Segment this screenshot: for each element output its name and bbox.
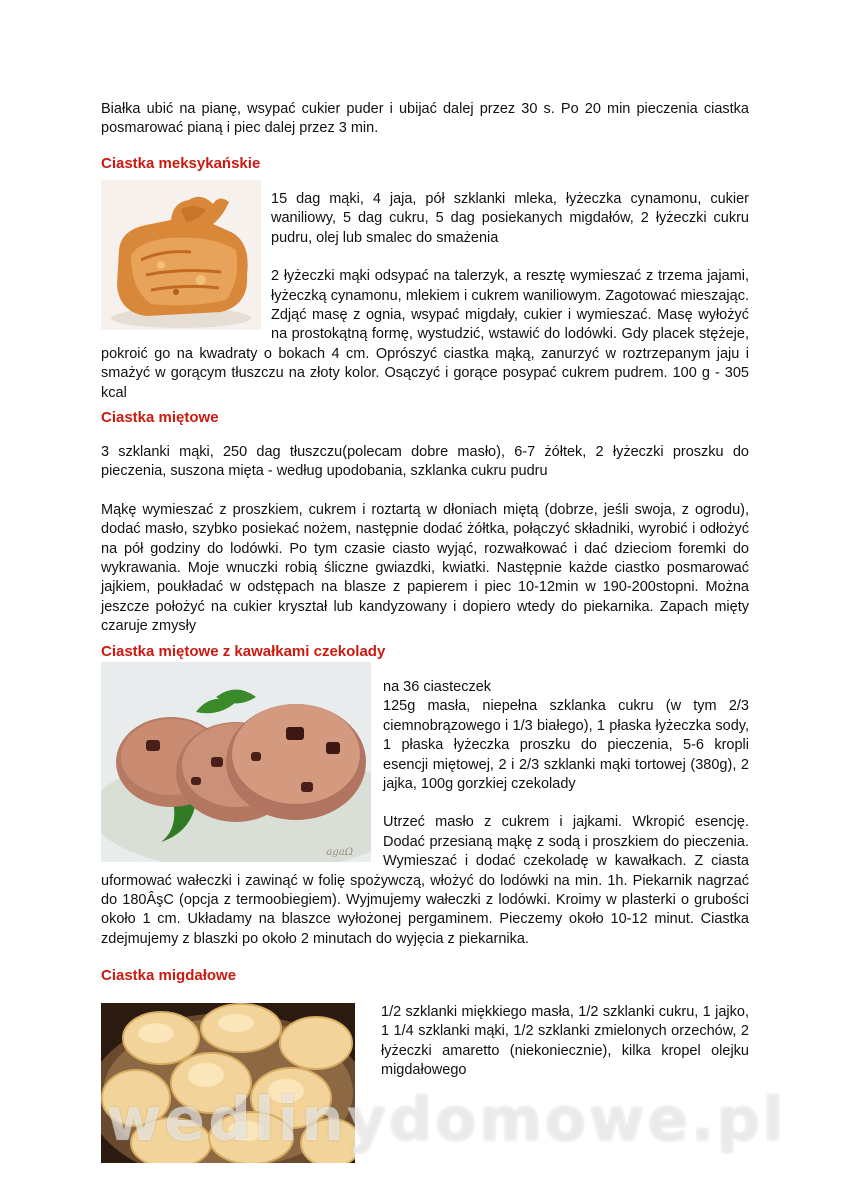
- recipe-title: Ciastka migdałowe: [101, 967, 237, 984]
- chocolate-chip-cookies-photo: [101, 662, 371, 862]
- recipe-ingredients: 125g masła, niepełna szklanka cukru (w tym 2/3 ciemnobrązowego i 1/3 białego), 1 płaska łyżeczka sody, 1 płaska łyżeczka proszku do pieczenia, 5-6 kropli esencji miętowej, 2 i 2/3 szklanki mąki tortowej (380g), 2 jajka, 100g gorzkiej czekolady: [383, 698, 749, 793]
- recipe-body: [101, 180, 749, 403]
- recipe-title: Ciastka miętowe: [101, 409, 219, 426]
- intro-paragraph: Białka ubić na pianę, wsypać cukier puder i ubijać dalej przez 30 s. Po 20 min pieczenia ciastka posmarować pianą i piec dalej przez 3 min.: [101, 101, 749, 137]
- recipe-title: Ciastka miętowe z kawałkami czekolady: [101, 643, 386, 660]
- watermark: wedlinydomowe.pl: [106, 1085, 787, 1155]
- recipe-method: Utrzeć masło z cukrem i jajkami. Wkropić esencję. Dodać przesianą mąkę z sodą i proszkiem do pieczenia. Wymieszać i dodać czekoladę w kawałkach. Z ciasta uformować wałeczki i zawinąć w folię spożywczą, włożyć do lodówki na min. 1h. Piekarnik nagrzać do 180ÂşC (opcja z termoobiegiem). Wyjmujemy wałeczki z lodówki. Kroimy w plasterki o grubości około 1 cm. Układamy na blaszce wyłożonej pergaminem. Pieczemy około 10-12 minut. Ciastka zdejmujemy z blaszki po około 2 minutach do wyjęcia z piekarnika.: [101, 814, 749, 947]
- recipe-ingredients: 3 szklanki mąki, 250 dag tłuszczu(polecam dobre masło), 6-7 żółtek, 2 łyżeczki proszku do pieczenia, suszona mięta - według upodobania, szklanka cukru pudru: [101, 444, 749, 480]
- recipe-title: Ciastka meksykańskie: [101, 155, 261, 172]
- recipe-ingredients: 1/2 szklanki miękkiego masła, 1/2 szklanki cukru, 1 jajko, 1 1/4 szklanki mąki, 1/2 szklanki zmielonych orzechów, 2 łyżeczki amaretto (niekoniecznie), kilka kropel olejku migdałowego: [381, 1004, 749, 1079]
- recipe-body: [101, 678, 749, 949]
- recipe-method: Mąkę wymieszać z proszkiem, cukrem i roztartą w dłoniach miętą (dobrze, jeśli swoja, z ogrodu), dodać masło, szybko posiekać nożem, następnie dodać żółtka, połączyć składniki, wyrobić i odłożyć na pół godziny do lodówki. Po tym czasie ciasto wyjąć, rozwałkować i dać dzieciom foremki do wykrawania. Moje wnuczki robią śliczne gwiazdki, kwiatki. Następnie każde ciastko posmarować jajkiem, poukładać w odstępach na blasze z papierem i piec 10-12min w 190-200stopni. Można jeszcze położyć na cukier kryształ lub kandyzowany i dopiero wtedy do piekarnika. Zapach mięty czaruje zmysły: [101, 501, 749, 635]
- recipe-yield: na 36 ciasteczek: [383, 679, 492, 695]
- recipe-method: 2 łyżeczki mąki odsypać na talerzyk, a resztę wymieszać z trzema jajami, łyżeczką cynamonu, mlekiem i cukrem waniliowym. Zagotować mieszając. Zdjąć masę z ognia, wsypać migdały, cukier i wymieszać. Masę wyłożyć na prostokątną formę, wystudzić, wstawić do lodówki. Gdy placek stężeje, pokroić go na kwadraty o bokach 4 cm. Oprószyć ciastka mąką, zanurzyć w roztrzepanym jaju i smażyć w gorącym tłuszczu na złoty kolor. Osączyć i gorące posypać cukrem pudrem. 100 g - 305 kcal: [101, 268, 749, 401]
- photo-signature: agaΩ: [326, 847, 353, 858]
- recipe-body: [101, 443, 749, 637]
- fried-pastry-photo: [101, 180, 261, 330]
- recipe-ingredients: 15 dag mąki, 4 jaja, pół szklanki mleka, łyżeczka cynamonu, cukier waniliowy, 5 dag cukru, 5 dag posiekanych migdałów, 2 łyżeczki cukru pudru, olej lub smalec do smażenia: [271, 191, 749, 246]
